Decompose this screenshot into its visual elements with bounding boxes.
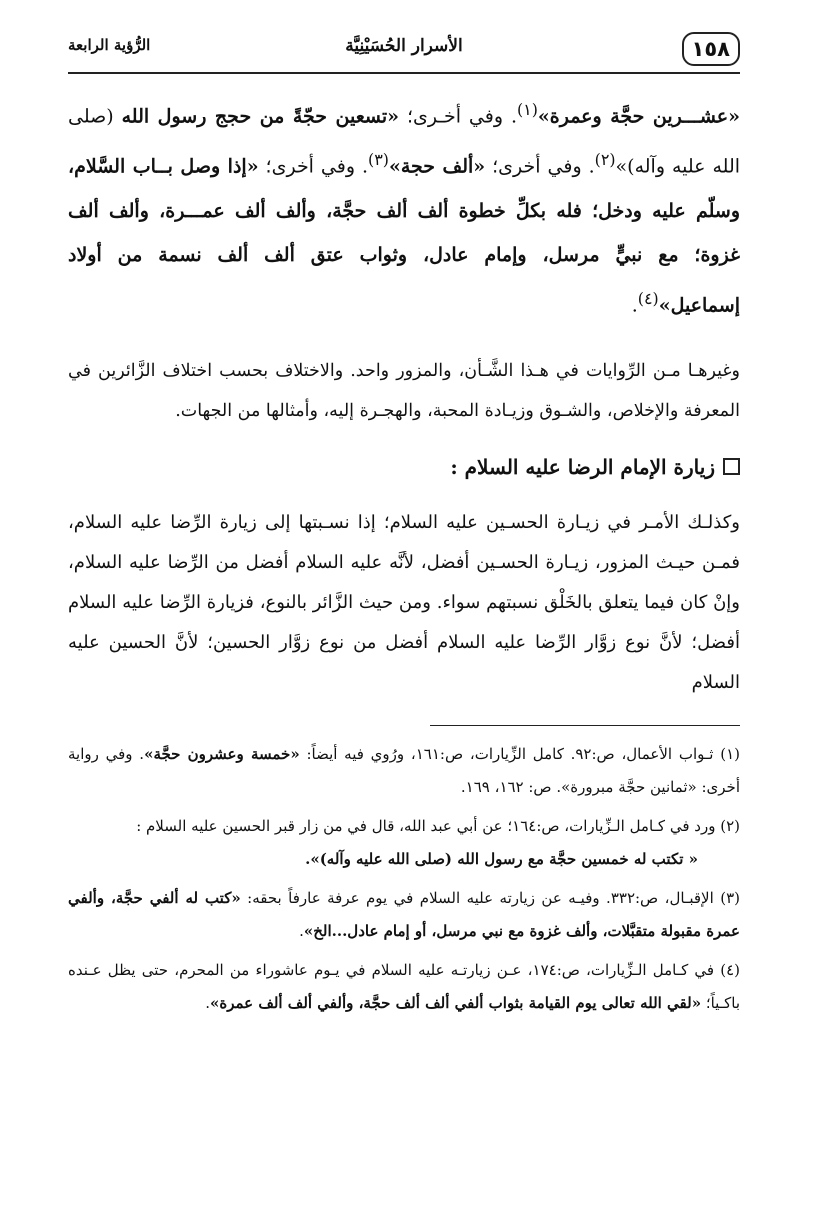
footnote-text: الإقبـال، ص:٣٣٢. وفيـه عن زيارته عليه السلام في يوم عرفة عارفاً بحقه:	[240, 888, 721, 907]
square-bullet-icon	[723, 458, 740, 475]
quote-3: «ألف حجة»	[388, 155, 486, 178]
text-1: . وفي أخـرى؛	[399, 105, 517, 128]
paragraph-3: وكذلـك الأمـر في زيـارة الحسـين عليه السلام؛ إذا نسـبتها إلى زيارة الرِّضا عليه السلام، فمـن حيـث المزور، زيـارة الحسـين أفضل، لأنَّه عليه السلام أفضل من الرِّضا عليه السلام، وإنْ كان فيما يتعلق بالخَلْق نسبتهم سواء. ومن حيث الزَّائر بالنوع، فزيارة الرِّضا عليه السلام أفضل؛ لأنَّ نوع زوَّار الرِّضا عليه السلام أفضل من نوع زوَّار الحسين؛ لأنَّ الحسين عليه السلام	[68, 511, 740, 693]
footnote-quote: « تكتب له خمسين حجَّة مع رسول الله (صلى الله عليه وآله)».	[305, 849, 698, 868]
footnotes	[68, 738, 740, 1020]
footnote-rest: .	[299, 921, 304, 940]
quote-2: «تسعين حجّةً من حجج رسول الله	[121, 105, 400, 128]
book-title: الأسرار الحُسَيْنِيَّة	[345, 36, 463, 56]
footnote-ref-1: (١)	[516, 100, 538, 119]
chapter-title: الرُّؤية الرابعة	[68, 36, 151, 54]
footnote-1	[68, 738, 740, 804]
footnote-3	[68, 882, 740, 948]
footnote-number: (٣)	[720, 888, 740, 907]
footnote-separator	[430, 725, 740, 726]
quote-4: «إذا وصل بــاب السَّلام، وسلّم عليه ودخل؛ فله بكلِّ خطوة ألف ألف حجَّة، وألف ألف عمـــرة، وألف ألف غزوة؛ مع نبيٍّ مرسل، وإمام عادل، وثواب عتق ألف ألف نسمة من أولاد إسماعيل»	[68, 155, 740, 316]
quote-1: «عشـــرين حجَّة وعمرة»	[537, 105, 741, 128]
text-3: . وفي أخرى؛	[485, 155, 595, 178]
footnote-quote: «خمسة وعشرون حجَّة»	[144, 744, 300, 763]
paragraph-1	[68, 88, 740, 327]
footnote-ref-4: (٤)	[637, 288, 659, 308]
footnote-text: ثـواب الأعمال، ص:٩٢. كامل الزِّيارات، ص:١٦١، ورُوي فيه أيضاً:	[299, 744, 721, 763]
paragraph-2: وغيرهـا مـن الرِّوايات في هـذا الشَّـأن، والمزور واحد. والاختلاف بحسب اختلاف الزَّائرين في المعرفة والإخلاص، والشـوق وزيـادة المحبة، والهجـرة إليه، وأمثالها من الجهات.	[68, 360, 740, 421]
text-4: . وفي أخرى؛	[258, 155, 369, 178]
footnote-4	[68, 954, 740, 1020]
footnote-2	[68, 810, 740, 876]
footnote-number: (٢)	[720, 816, 740, 835]
footnote-ref-3: (٣)	[368, 150, 389, 170]
footnote-quote: «لقي الله تعالى يوم القيامة بثواب ألفي ألف ألف حجَّة، وألفي ألف ألف عمرة»	[209, 993, 702, 1012]
page-number: ١٥٨	[682, 32, 740, 66]
text-5: .	[631, 293, 638, 316]
footnote-number: (٤)	[720, 960, 741, 979]
text-2: (صلى الله عليه وآله)»	[68, 105, 741, 178]
footnote-number: (١)	[720, 744, 740, 763]
footnote-rest: .	[205, 993, 210, 1012]
footnote-ref-2: (٢)	[594, 150, 616, 170]
running-header	[68, 26, 740, 74]
section-heading-text: زيارة الإمام الرضا عليه السلام :	[450, 454, 715, 479]
section-heading	[68, 451, 740, 483]
footnote-text: ورد في كـامل الـزِّيارات، ص:١٦٤؛ عن أبي عبد الله، قال في من زار قبر الحسين عليه السلام :	[136, 816, 721, 835]
footnote-quote: «كتب له ألفي حجَّة، وألفي عمرة مقبولة متقبَّلات، وألف غزوة مع نبي مرسل، أو إمام عادل...الخ»	[68, 888, 740, 940]
footnote-rest: . وفي رواية أخرى: «ثمانين حجَّة مبرورة». ص: ١٦٢، ١٦٩.	[68, 744, 740, 796]
page	[68, 26, 740, 1026]
footnote-text: في كـامل الـزِّيارات، ص:١٧٤، عـن زيارتـه عليه السلام في يـوم عاشوراء من المحرم، حتى يظل عـنده باكـياً؛	[68, 960, 740, 1012]
